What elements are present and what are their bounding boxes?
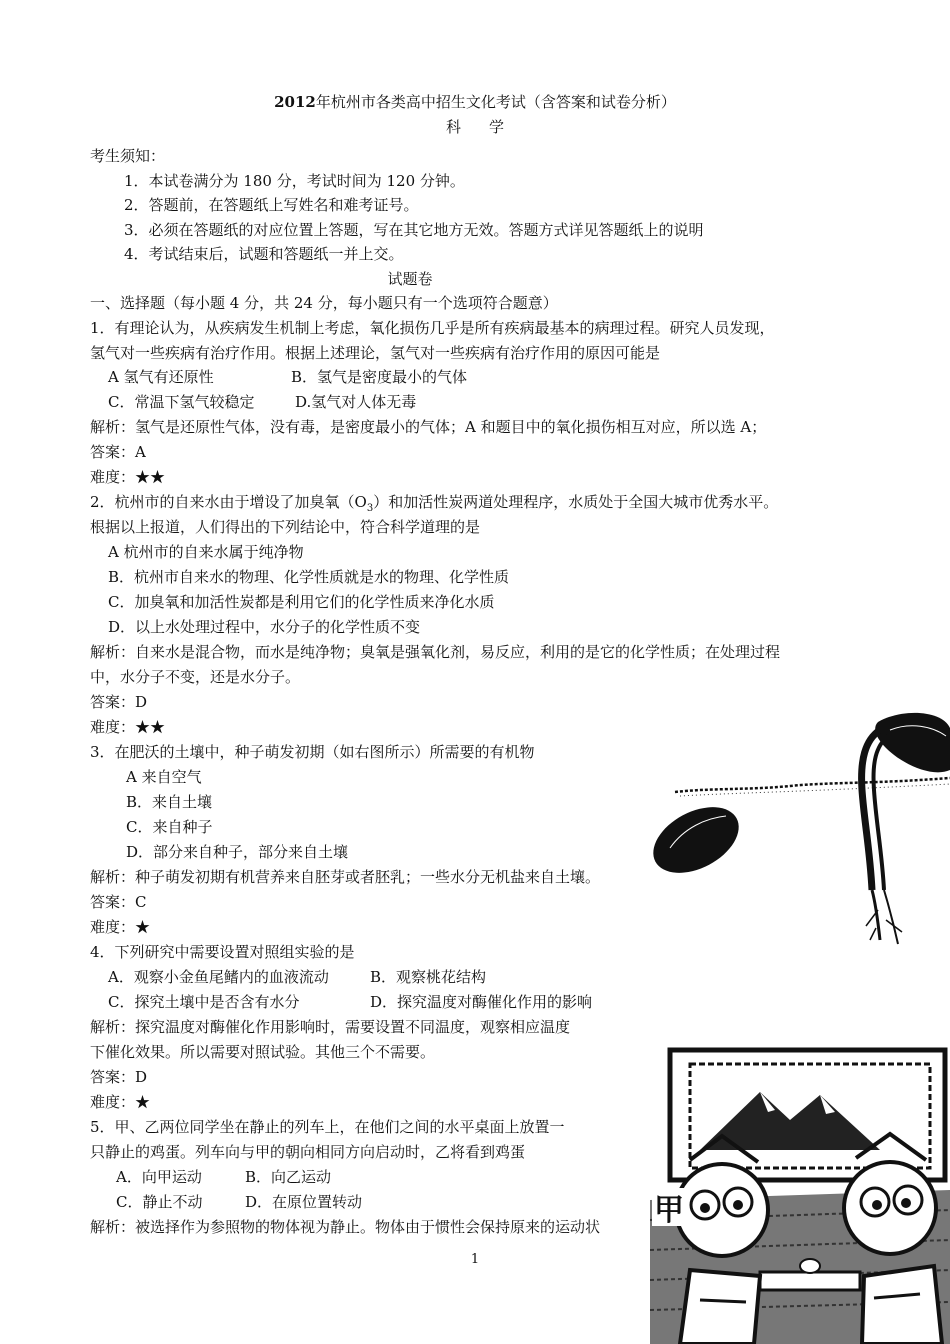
q5-stem: 5．甲、乙两位同学坐在静止的列车上，在他们之间的水平桌面上放置一 bbox=[90, 1118, 565, 1136]
q1-stem: 1．有理论认为，从疾病发生机制上考虑，氧化损伤几乎是所有疾病最基本的病理过程。研究人员发现， bbox=[90, 319, 775, 337]
q3-option-a: A 来自空气 bbox=[126, 768, 202, 786]
q1-option-d: D.氢气对人体无毒 bbox=[295, 393, 417, 411]
q1-answer: 答案：A bbox=[90, 443, 146, 461]
q5-option-a: A．向甲运动 bbox=[116, 1168, 202, 1186]
q1-difficulty: 难度：★★ bbox=[90, 468, 166, 486]
q2-stem-part: 2．杭州市的自来水由于增设了加臭氧（O bbox=[90, 493, 367, 511]
q2-option-c: C．加臭氧和加活性炭都是利用它们的化学性质来净化水质 bbox=[108, 593, 495, 611]
title-text: 年杭州市各类高中招生文化考试（含答案和试卷分析） bbox=[315, 93, 676, 111]
q1-option-a: A 氢气有还原性 bbox=[108, 368, 214, 386]
q5-option-b: B．向乙运动 bbox=[245, 1168, 332, 1186]
q1-option-c: C．常温下氢气较稳定 bbox=[108, 393, 255, 411]
q3-analysis: 解析：种子萌发初期有机营养来自胚芽或者胚乳；一些水分无机盐来自土壤。 bbox=[90, 868, 601, 886]
notice-item: 3．必须在答题纸的对应位置上答题，写在其它地方无效。答题方式详见答题纸上的说明 bbox=[124, 221, 704, 239]
q2-difficulty: 难度：★★ bbox=[90, 718, 166, 736]
q4-analysis: 下催化效果。所以需要对照试验。其他三个不需要。 bbox=[90, 1043, 436, 1061]
notice-item: 4．考试结束后，试题和答题纸一并上交。 bbox=[124, 245, 404, 263]
q1-analysis: 解析：氢气是还原性气体，没有毒，是密度最小的气体；A 和题目中的氧化损伤相互对应，所以选 A； bbox=[90, 418, 767, 436]
q2-stem bbox=[90, 492, 778, 519]
page-title bbox=[0, 92, 950, 112]
q2-analysis: 中，水分子不变，还是水分子。 bbox=[90, 668, 301, 686]
notice-item: 1．本试卷满分为 180 分，考试时间为 120 分钟。 bbox=[124, 172, 465, 190]
q3-option-b: B．来自土壤 bbox=[126, 793, 213, 811]
q4-option-c: C．探究土壤中是否含有水分 bbox=[108, 993, 300, 1011]
seed-germination-figure bbox=[640, 700, 950, 960]
paper-label: 试题卷 bbox=[387, 270, 433, 288]
q4-difficulty: 难度：★ bbox=[90, 1093, 151, 1111]
q5-analysis: 解析：被选择作为参照物的物体视为静止。物体由于惯性会保持原来的运动状 bbox=[90, 1218, 601, 1236]
q3-option-c: C．来自种子 bbox=[126, 818, 213, 836]
figure-label-jia: 甲 bbox=[654, 1193, 684, 1228]
q3-answer: 答案：C bbox=[90, 893, 147, 911]
q2-stem-part: ）和加活性炭两道处理程序，水质处于全国大城市优秀水平。 bbox=[373, 493, 779, 511]
q3-difficulty: 难度：★ bbox=[90, 918, 151, 936]
q2-subscript: 3 bbox=[366, 503, 374, 514]
q3-stem: 3．在肥沃的土壤中，种子萌发初期（如右图所示）所需要的有机物 bbox=[90, 743, 535, 761]
q4-option-d: D．探究温度对酶催化作用的影响 bbox=[370, 993, 593, 1011]
q4-option-a: A．观察小金鱼尾鳍内的血液流动 bbox=[108, 968, 329, 986]
q5-option-c: C．静止不动 bbox=[116, 1193, 203, 1211]
page-number: 1 bbox=[470, 1252, 480, 1267]
q4-option-b: B．观察桃花结构 bbox=[370, 968, 487, 986]
q2-option-b: B．杭州市自来水的物理、化学性质就是水的物理、化学性质 bbox=[108, 568, 510, 586]
q2-answer: 答案：D bbox=[90, 693, 148, 711]
q3-option-d: D．部分来自种子，部分来自土壤 bbox=[126, 843, 349, 861]
subject-title: 科学 bbox=[445, 118, 532, 136]
q2-stem: 根据以上报道，人们得出的下列结论中，符合科学道理的是 bbox=[90, 518, 481, 536]
train-passengers-figure bbox=[650, 1040, 950, 1344]
q1-option-b: B．氢气是密度最小的气体 bbox=[291, 368, 468, 386]
q2-option-a: A 杭州市的自来水属于纯净物 bbox=[108, 543, 304, 561]
notice-heading: 考生须知： bbox=[90, 147, 166, 165]
q5-stem: 只静止的鸡蛋。列车向与甲的朝向相同方向启动时，乙将看到鸡蛋 bbox=[90, 1143, 526, 1161]
q4-answer: 答案：D bbox=[90, 1068, 148, 1086]
notice-item: 2．答题前，在答题纸上写姓名和难考证号。 bbox=[124, 196, 419, 214]
q4-analysis: 解析：探究温度对酶催化作用影响时，需要设置不同温度，观察相应温度 bbox=[90, 1018, 571, 1036]
q5-option-d: D．在原位置转动 bbox=[245, 1193, 363, 1211]
title-year: 2012 bbox=[274, 93, 316, 111]
q4-stem: 4．下列研究中需要设置对照组实验的是 bbox=[90, 943, 355, 961]
q2-analysis: 解析：自来水是混合物，而水是纯净物；臭氧是强氧化剂，易反应，利用的是它的化学性质；在处理过程 bbox=[90, 643, 781, 661]
q2-option-d: D．以上水处理过程中，水分子的化学性质不变 bbox=[108, 618, 421, 636]
q1-stem: 氢气对一些疾病有治疗作用。根据上述理论，氢气对一些疾病有治疗作用的原因可能是 bbox=[90, 344, 661, 362]
section-heading: 一、选择题（每小题 4 分，共 24 分，每小题只有一个选项符合题意） bbox=[90, 294, 558, 312]
